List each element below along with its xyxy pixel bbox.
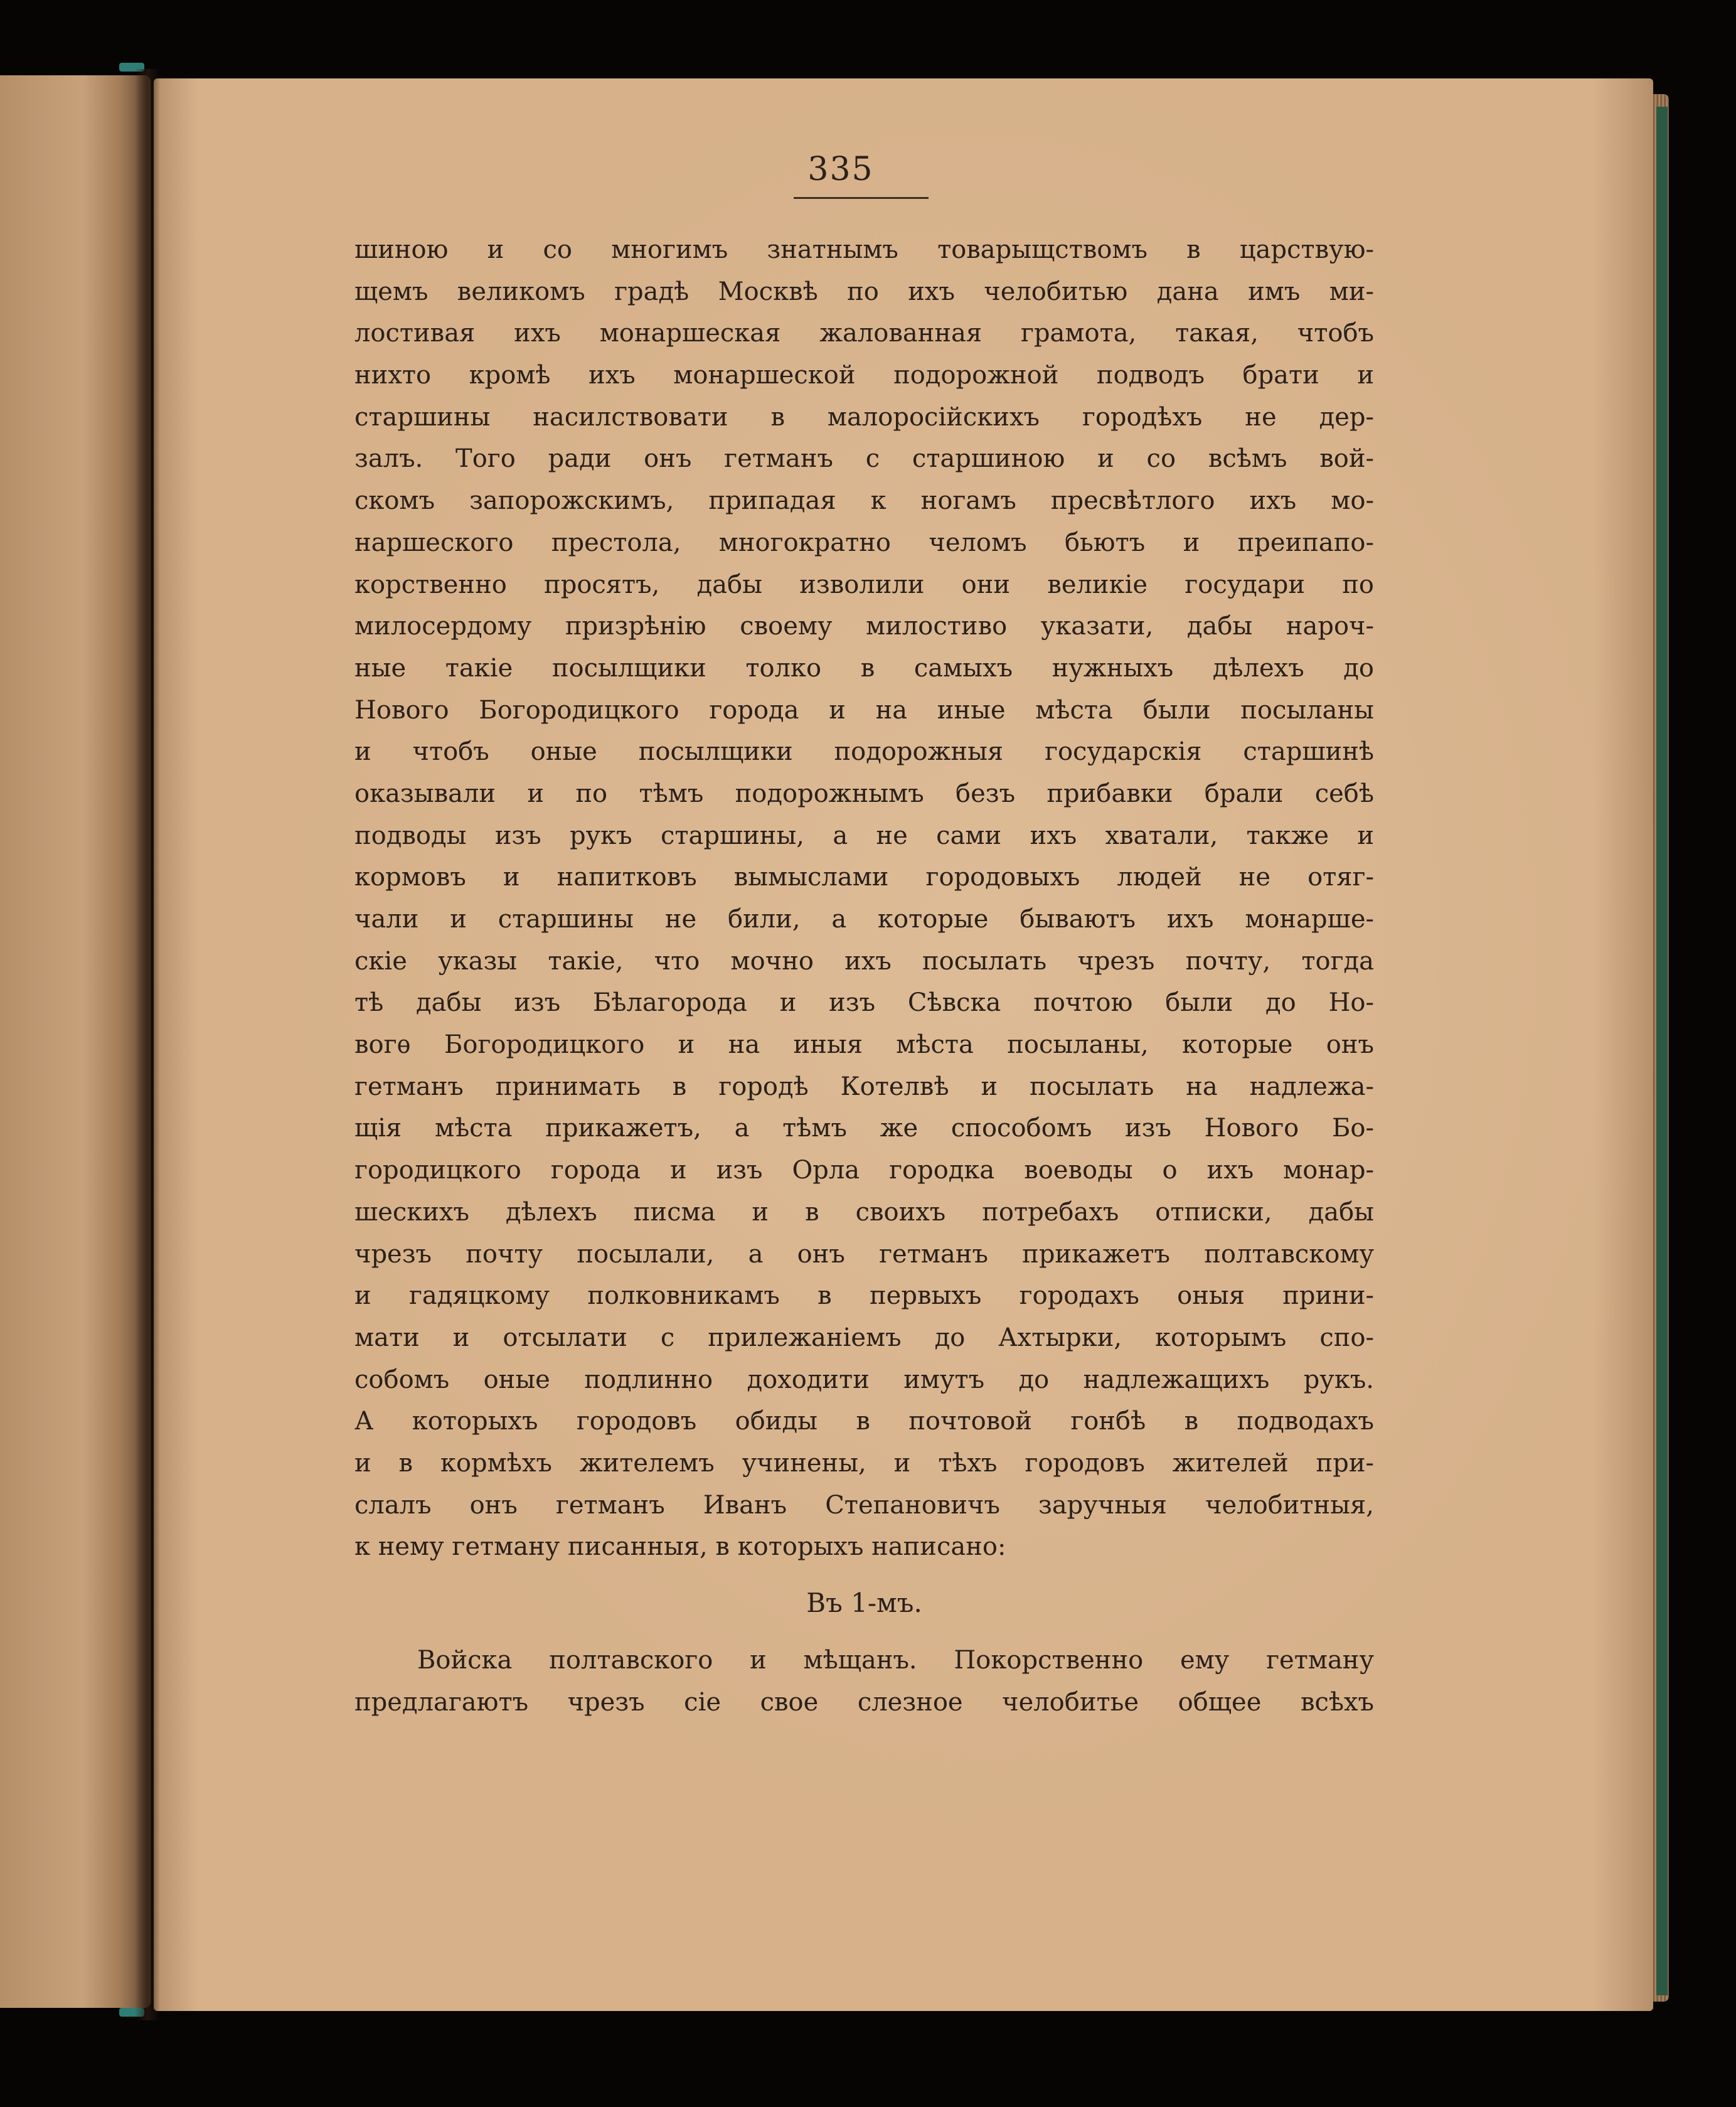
text-line: предлагаютъ чрезъ сіе свое слезное челобитье общее всѣхъ xyxy=(354,1687,1374,1717)
second-paragraph xyxy=(354,1640,1374,1723)
text-line: тѣ дабы изъ Бѣлагорода и изъ Сѣвска почтою были до Но- xyxy=(354,988,1374,1018)
text-line: и в кормѣхъ жителемъ учинены, и тѣхъ городовъ жителей при- xyxy=(354,1448,1374,1478)
text-line: подводы изъ рукъ старшины, а не сами ихъ хватали, также и xyxy=(354,821,1374,850)
text-line: щемъ великомъ градѣ Москвѣ по ихъ челобитью дана имъ ми- xyxy=(354,277,1374,306)
text-line: мати и отсылати с прилежаніемъ до Ахтырки, которымъ спо- xyxy=(354,1323,1374,1352)
section-heading: Въ 1-мъ. xyxy=(806,1587,922,1618)
text-line: А которыхъ городовъ обиды в почтовой гонбѣ в подводахъ xyxy=(354,1407,1374,1436)
text-line: щія мѣста прикажетъ, а тѣмъ же способомъ изъ Нового Бо- xyxy=(354,1114,1374,1143)
text-line: старшины насилствовати в малоросійскихъ городѣхъ не дер- xyxy=(354,402,1374,432)
previous-page-edge xyxy=(0,75,151,2008)
page-number: 335 xyxy=(807,151,874,188)
text-line: залъ. Того ради онъ гетманъ с старшиною и со всѣмъ вой- xyxy=(354,444,1374,474)
text-line: скомъ запорожскимъ, припадая к ногамъ пресвѣтлого ихъ мо- xyxy=(354,486,1374,516)
text-line: ные такіе посылщики толко в самыхъ нужныхъ дѣлехъ до xyxy=(354,653,1374,683)
text-line: шескихъ дѣлехъ писма и в своихъ потребахъ отписки, дабы xyxy=(354,1197,1374,1227)
text-line: и чтобъ оные посылщики подорожныя государскія старшинѣ xyxy=(354,737,1374,767)
text-line: собомъ оные подлинно доходити имутъ до надлежащихъ рукъ. xyxy=(354,1365,1374,1394)
text-line: Войска полтавского и мѣщанъ. Покорственно ему гетману xyxy=(417,1646,1374,1675)
text-line: милосердому призрѣнію своему милостиво указати, дабы нароч- xyxy=(354,612,1374,641)
text-line: городицкого города и изъ Орла городка воеводы о ихъ монар- xyxy=(354,1156,1374,1185)
text-line: вогѳ Богородицкого и на иныя мѣста посыланы, которые онъ xyxy=(354,1030,1374,1060)
spine-shadow xyxy=(135,69,160,2020)
text-line: нихто кромѣ ихъ монаршеской подорожной подводъ брати и xyxy=(354,361,1374,390)
text-line: шиною и со многимъ знатнымъ товарыщствомъ в царствую- xyxy=(354,235,1374,264)
text-line: корственно просятъ, дабы изволили они великіе государи по xyxy=(354,570,1374,599)
text-line: Нового Богородицкого города и на иные мѣста были посыланы xyxy=(354,695,1374,725)
text-line: наршеского престола, многократно челомъ бьютъ и преипапо- xyxy=(354,528,1374,557)
text-line: гетманъ принимать в городѣ Котелвѣ и посылать на надлежа- xyxy=(354,1072,1374,1101)
text-line: кормовъ и напитковъ вымыслами городовыхъ людей не отяг- xyxy=(354,863,1374,892)
page-number-underline xyxy=(794,197,929,199)
text-line: слалъ онъ гетманъ Иванъ Степановичъ заручныя челобитныя, xyxy=(354,1490,1374,1520)
text-line: скіе указы такіе, что мочно ихъ посылать чрезъ почту, тогда xyxy=(354,946,1374,976)
text-line: чрезъ почту посылали, а онъ гетманъ прикажетъ полтавскому xyxy=(354,1239,1374,1269)
text-line: оказывали и по тѣмъ подорожнымъ безъ прибавки брали себѣ xyxy=(354,779,1374,808)
text-line: к нему гетману писанныя, в которыхъ написано: xyxy=(354,1532,1006,1562)
main-paragraph xyxy=(354,229,1374,1568)
text-line: чали и старшины не били, а которые бываютъ ихъ монарше- xyxy=(354,905,1374,934)
text-line: лостивая ихъ монаршеская жалованная грамота, такая, чтобъ xyxy=(354,319,1374,348)
text-line: и гадяцкому полковникамъ в первыхъ городахъ оныя прини- xyxy=(354,1281,1374,1311)
book-cover-edge xyxy=(1656,107,1668,1995)
